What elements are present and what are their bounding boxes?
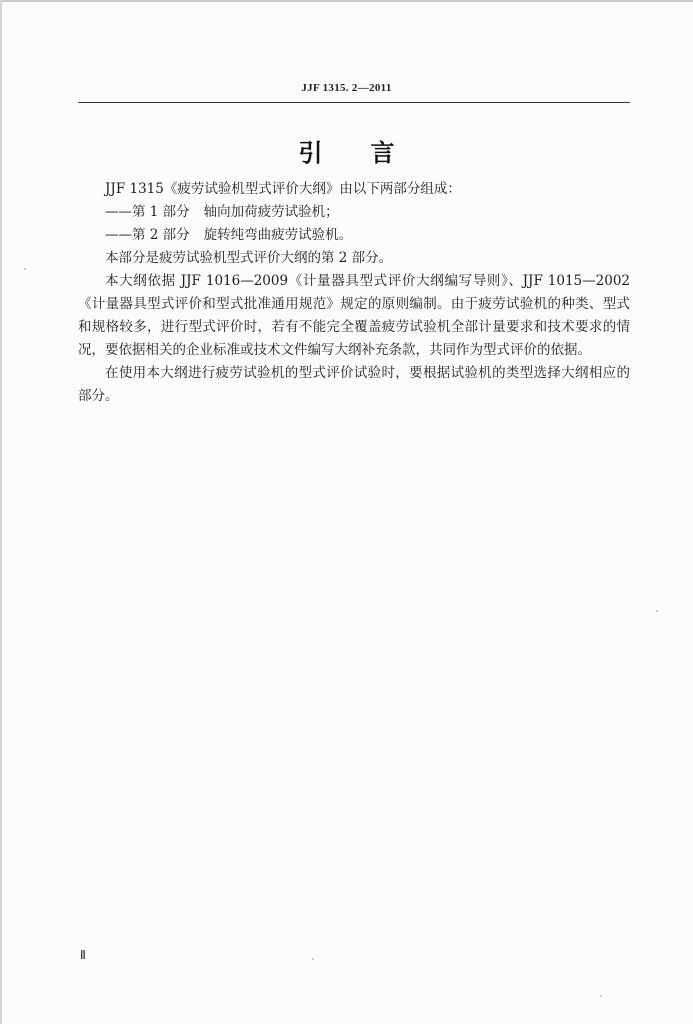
scan-speck xyxy=(600,995,602,997)
paragraph-basis: 本大纲依据 JJF 1016—2009《计量器具型式评价大纲编写导则》、JJF 1015—2002《计量器具型式评价和型式批准通用规范》规定的原则编制。由于疲劳试验机的种类、型式和规格较多，进行型式评价时，若有不能完全覆盖疲劳试验机全部计量要求和技术要求的情况，要依据相关的企业标准或技术文件编写大纲补充条款，共同作为型式评价的依据。 xyxy=(78,273,630,358)
scan-edge-top xyxy=(0,0,693,2)
list-item-part-1-prefix: ——第 1 部分 xyxy=(105,204,190,220)
list-item-part-1-text: 轴向加荷疲劳试验机； xyxy=(203,204,339,220)
scan-speck xyxy=(656,610,658,612)
paragraph-usage: 在使用本大纲进行疲劳试验机的型式评价试验时，要根据试验机的类型选择大纲相应的部分。 xyxy=(78,365,630,404)
header-rule xyxy=(78,102,630,103)
list-item-part-1 xyxy=(78,201,630,224)
list-item-part-2 xyxy=(78,224,630,247)
list-item-part-2-prefix: ——第 2 部分 xyxy=(105,227,190,243)
paragraph-composition: JJF 1315《疲劳试验机型式评价大纲》由以下两部分组成： xyxy=(105,181,461,197)
scan-speck xyxy=(24,268,26,270)
list-item-part-2-text: 旋转纯弯曲疲劳试验机。 xyxy=(203,227,353,243)
scan-speck xyxy=(312,958,314,960)
document-code-header: JJF 1315. 2—2011 xyxy=(301,82,392,94)
page-number: Ⅱ xyxy=(80,948,86,962)
preface-body xyxy=(78,178,630,408)
section-title: 引言 xyxy=(298,139,443,167)
paragraph-this-part: 本部分是疲劳试验机型式评价大纲的第 2 部分。 xyxy=(105,250,393,266)
